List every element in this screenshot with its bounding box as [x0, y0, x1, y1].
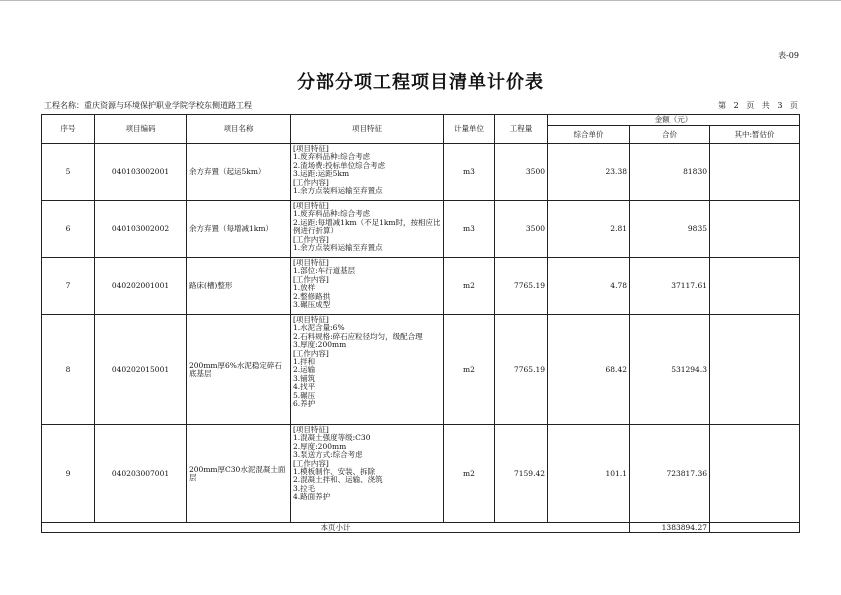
- row-feature: [291, 144, 444, 201]
- feature-line: 1.水泥含量:6%: [293, 323, 345, 333]
- row-provisional: [710, 425, 800, 523]
- feature-line: 4.路面养护: [293, 492, 331, 502]
- row-unit-price: 4.78: [548, 258, 630, 315]
- table-row: [42, 258, 800, 315]
- row-seq: 8: [42, 315, 95, 425]
- header-total: 合价: [630, 126, 710, 144]
- feature-line: 3.拉毛: [293, 483, 316, 493]
- feature-line: [工作内容]: [293, 177, 329, 187]
- row-qty: 3500: [495, 144, 548, 201]
- subtotal-provisional: [710, 523, 800, 533]
- row-unit: m3: [444, 144, 495, 201]
- row-name: 200mm厚6%水泥稳定碎石底基层: [187, 315, 291, 425]
- feature-line: 4.找平: [293, 382, 316, 392]
- table-row: [42, 425, 800, 523]
- subtotal-label: 本页小计: [42, 523, 630, 533]
- row-code: 040203007001: [95, 425, 187, 523]
- feature-line: 1.拌和: [293, 357, 316, 367]
- row-unit: m2: [444, 258, 495, 315]
- feature-line: [工作内容]: [293, 458, 329, 468]
- row-seq: 5: [42, 144, 95, 201]
- row-code: 040202001001: [95, 258, 187, 315]
- feature-line: 1.废弃料品种:综合考虑: [293, 152, 371, 162]
- table-row: [42, 201, 800, 258]
- feature-line: [项目特征]: [293, 144, 329, 153]
- feature-line: [项目特征]: [293, 201, 329, 210]
- feature-line: 1.混凝土强度等级:C30: [293, 433, 371, 443]
- row-code: 040202015001: [95, 315, 187, 425]
- feature-line: [工作内容]: [293, 234, 329, 244]
- row-unit: m3: [444, 201, 495, 258]
- header-feature: 项目特征: [291, 115, 444, 144]
- row-seq: 7: [42, 258, 95, 315]
- feature-line: 1.放样: [293, 283, 316, 293]
- row-unit-price: 68.42: [548, 315, 630, 425]
- header-seq: 序号: [42, 115, 95, 144]
- row-feature: [291, 315, 444, 425]
- page-title: 分部分项工程项目清单计价表: [297, 72, 544, 93]
- header-amount: 金额（元）: [548, 115, 800, 126]
- table-row: [42, 315, 800, 425]
- feature-line: 3.厚度:200mm: [293, 340, 347, 350]
- top-rule: [0, 0, 841, 1]
- feature-line: 1.模板制作、安装、拆除: [293, 467, 376, 477]
- row-unit: m2: [444, 315, 495, 425]
- feature-line: 1.部位:车行道基层: [293, 266, 356, 276]
- row-feature: [291, 425, 444, 523]
- row-feature: [291, 201, 444, 258]
- subtotal-total: 1383894.27: [630, 523, 710, 533]
- feature-line: [项目特征]: [293, 315, 329, 324]
- feature-line: 2.混凝土拌和、运输、浇筑: [293, 475, 383, 485]
- row-unit-price: 23.38: [548, 144, 630, 201]
- row-total: 81830: [630, 144, 710, 201]
- row-total: 531294.3: [630, 315, 710, 425]
- feature-line: [工作内容]: [293, 348, 329, 358]
- feature-line: [项目特征]: [293, 425, 329, 434]
- feature-line: 3.铺筑: [293, 373, 316, 383]
- row-total: 9835: [630, 201, 710, 258]
- header-unit: 计量单位: [444, 115, 495, 144]
- row-seq: 9: [42, 425, 95, 523]
- row-name: 余方弃置（起运5km）: [187, 144, 291, 201]
- page-indicator: 第 2 页 共 3 页: [718, 101, 798, 110]
- project-name: 工程名称：重庆资源与环境保护职业学院学校东侧道路工程: [44, 101, 252, 110]
- row-provisional: [710, 258, 800, 315]
- feature-line: 2.运距:每增减1km（不足1km时，按相应比例进行折算）: [293, 217, 441, 236]
- feature-line: 2.石料规格:碎石应粒径均匀，级配合理: [293, 331, 423, 341]
- row-name: 余方弃置（每增减1km）: [187, 201, 291, 258]
- row-qty: 7159.42: [495, 425, 548, 523]
- row-name: 200mm厚C30水泥混凝土面层: [187, 425, 291, 523]
- row-unit-price: 2.81: [548, 201, 630, 258]
- header-qty: 工程量: [495, 115, 548, 144]
- row-code: 040103002001: [95, 144, 187, 201]
- header-unit-price: 综合单价: [548, 126, 630, 144]
- feature-line: 3.碾压成型: [293, 300, 331, 310]
- feature-line: 1.废弃料品种:综合考虑: [293, 209, 371, 219]
- feature-line: [工作内容]: [293, 274, 329, 284]
- row-qty: 3500: [495, 201, 548, 258]
- feature-line: 6.养护: [293, 399, 316, 409]
- feature-line: 3.泵送方式:综合考虑: [293, 450, 363, 460]
- row-total: 723817.36: [630, 425, 710, 523]
- row-code: 040103002002: [95, 201, 187, 258]
- row-qty: 7765.19: [495, 258, 548, 315]
- feature-line: 5.碾压: [293, 390, 316, 400]
- feature-line: 2.整修路拱: [293, 291, 331, 301]
- feature-line: [项目特征]: [293, 258, 329, 267]
- feature-line: 2.厚度:200mm: [293, 441, 347, 451]
- form-number: 表-09: [778, 51, 799, 60]
- feature-line: 2.渣场费:投标单位综合考虑: [293, 160, 386, 170]
- row-total: 37117.61: [630, 258, 710, 315]
- row-provisional: [710, 315, 800, 425]
- header-code: 项目编码: [95, 115, 187, 144]
- header-provisional: 其中:暂估价: [710, 126, 800, 144]
- row-name: 路床(槽)整形: [187, 258, 291, 315]
- row-unit-price: 101.1: [548, 425, 630, 523]
- row-provisional: [710, 201, 800, 258]
- row-feature: [291, 258, 444, 315]
- feature-line: 1.余方点装料运输至弃置点: [293, 186, 383, 196]
- row-qty: 7765.19: [495, 315, 548, 425]
- feature-line: 1.余方点装料运输至弃置点: [293, 243, 383, 253]
- feature-line: 2.运输: [293, 365, 316, 375]
- bill-of-quantities-table: [41, 114, 800, 533]
- row-unit: m2: [444, 425, 495, 523]
- header-name: 项目名称: [187, 115, 291, 144]
- row-seq: 6: [42, 201, 95, 258]
- table-row: [42, 144, 800, 201]
- row-provisional: [710, 144, 800, 201]
- feature-line: 3.运距:运距5km: [293, 169, 350, 179]
